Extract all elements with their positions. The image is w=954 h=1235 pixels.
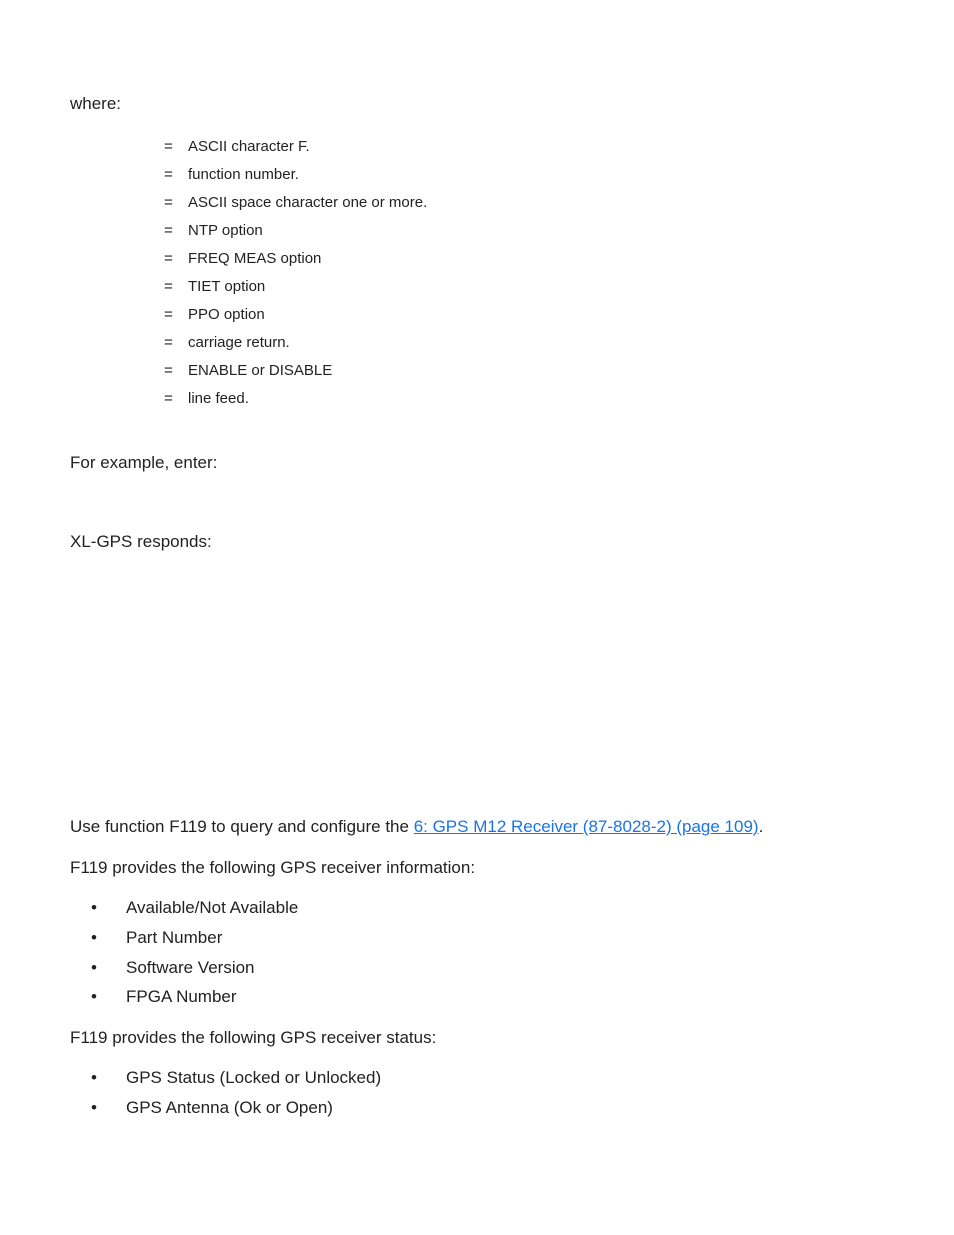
definition-row [164, 390, 249, 408]
example-label: For example, enter: [70, 453, 218, 472]
definition-text: TIET option [188, 278, 266, 295]
definition-row [164, 166, 299, 184]
definition-row [164, 138, 310, 156]
bullet-icon: • [91, 1098, 97, 1117]
where-label: where: [70, 94, 122, 113]
list-item-text: GPS Antenna (Ok or Open) [126, 1098, 333, 1117]
equals-sign: = [164, 194, 173, 211]
definition-text: ENABLE or DISABLE [188, 362, 333, 379]
definition-row [164, 278, 265, 296]
definition-row [164, 222, 263, 240]
use-text-after: . [758, 817, 764, 836]
equals-sign: = [164, 390, 173, 407]
equals-sign: = [164, 222, 173, 239]
equals-sign: = [164, 306, 173, 323]
responds-label: XL-GPS responds: [70, 532, 212, 551]
list-item [91, 987, 237, 1007]
list-item [91, 928, 222, 948]
list-item-text: GPS Status (Locked or Unlocked) [126, 1068, 382, 1087]
equals-sign: = [164, 362, 173, 379]
bullet-icon: • [91, 987, 97, 1006]
list-item [91, 898, 298, 918]
equals-sign: = [164, 166, 173, 183]
definition-text: FREQ MEAS option [188, 250, 322, 267]
bullet-icon: • [91, 898, 97, 917]
definition-text: ASCII space character one or more. [188, 194, 428, 211]
equals-sign: = [164, 278, 173, 295]
definition-text: NTP option [188, 222, 263, 239]
use-text-before: Use function F119 to query and configure the [70, 817, 414, 836]
definition-text: function number. [188, 166, 299, 183]
list-item-text: Available/Not Available [126, 898, 299, 917]
info-intro: F119 provides the following GPS receiver information: [70, 858, 476, 877]
definition-text: PPO option [188, 306, 265, 323]
list-item [91, 1068, 381, 1088]
gps-receiver-link[interactable]: 6: GPS M12 Receiver (87-8028-2) (page 109) [413, 817, 759, 836]
use-function-paragraph [70, 817, 763, 837]
bullet-icon: • [91, 958, 97, 977]
definition-text: ASCII character F. [188, 138, 310, 155]
equals-sign: = [164, 250, 173, 267]
status-intro: F119 provides the following GPS receiver status: [70, 1028, 437, 1047]
list-item [91, 958, 255, 978]
list-item-text: Part Number [126, 928, 223, 947]
definition-row [164, 334, 290, 352]
definition-row [164, 194, 427, 212]
list-item [91, 1098, 333, 1118]
list-item-text: Software Version [126, 958, 255, 977]
definition-text: carriage return. [188, 334, 290, 351]
definition-row [164, 250, 321, 268]
equals-sign: = [164, 138, 173, 155]
bullet-icon: • [91, 1068, 97, 1087]
list-item-text: FPGA Number [126, 987, 237, 1006]
definition-row [164, 362, 332, 380]
definition-row [164, 306, 265, 324]
bullet-icon: • [91, 928, 97, 947]
definition-text: line feed. [188, 390, 249, 407]
equals-sign: = [164, 334, 173, 351]
